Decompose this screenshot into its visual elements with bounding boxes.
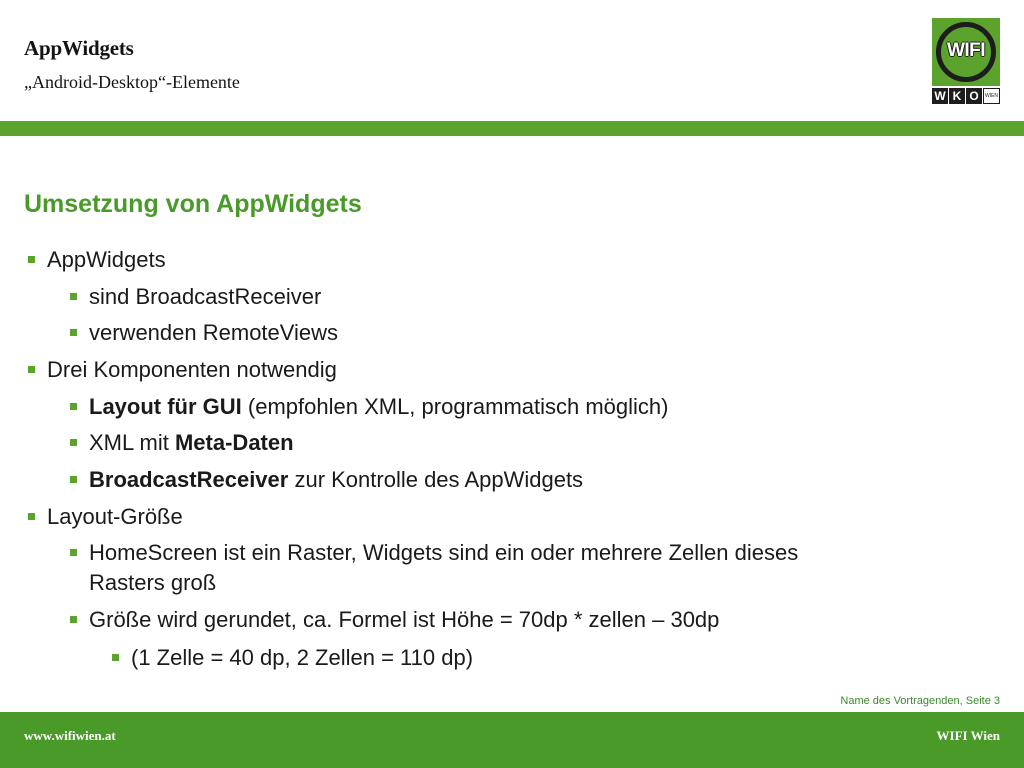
logo-letter-w: W <box>932 88 948 104</box>
bold-term: Meta-Daten <box>174 430 294 455</box>
wifi-wko-logo <box>932 18 1000 104</box>
bullet-square-icon <box>70 616 77 623</box>
bullet-square-icon <box>70 439 77 446</box>
footer-bar <box>0 712 1024 768</box>
bullet-square-icon <box>112 654 119 661</box>
bullet-square-icon <box>28 366 35 373</box>
bullet-text <box>89 465 583 495</box>
footer-brand: WIFI Wien <box>936 728 1000 743</box>
bullet-text-prefix: XML mit <box>89 430 175 455</box>
bullet-square-icon <box>70 403 77 410</box>
logo-green-box <box>932 18 1000 86</box>
logo-wien-tag: WIEN <box>983 88 1000 104</box>
bullet-square-icon <box>70 293 77 300</box>
bullet-text: AppWidgets <box>47 247 166 272</box>
bullet-text-line2: Rasters groß <box>89 570 217 595</box>
bullet-text <box>89 428 294 458</box>
footer-url-link[interactable]: www.wifiwien.at <box>24 728 116 743</box>
logo-wko-bar <box>932 88 1000 104</box>
bullet-text: Layout-Größe <box>47 504 183 529</box>
header-divider-band <box>0 121 1024 136</box>
bullet-text: (1 Zelle = 40 dp, 2 Zellen = 110 dp) <box>131 645 474 670</box>
bullet-text: verwenden RemoteViews <box>89 320 339 345</box>
bullet-square-icon <box>28 256 35 263</box>
slide-heading: Umsetzung von AppWidgets <box>24 190 362 218</box>
header-subtitle: „Android-Desktop“-Elemente <box>24 72 240 92</box>
bullet-text: sind BroadcastReceiver <box>89 284 322 309</box>
bullet-square-icon <box>70 329 77 336</box>
bullet-text <box>89 392 669 422</box>
bullet-square-icon <box>70 476 77 483</box>
logo-letter-k: K <box>949 88 965 104</box>
bullet-text: Größe wird gerundet, ca. Formel ist Höhe = 70dp * zellen – 30dp <box>89 607 720 632</box>
bold-term: Layout für GUI <box>89 394 242 419</box>
bullet-text-line1: HomeScreen ist ein Raster, Widgets sind ein oder mehrere Zellen dieses <box>89 540 799 565</box>
logo-letter-o: O <box>966 88 982 104</box>
bullet-text: Drei Komponenten notwendig <box>47 357 337 382</box>
bullet-square-icon <box>28 513 35 520</box>
header-title: AppWidgets <box>24 36 134 60</box>
logo-wordmark: WIFI <box>946 40 986 61</box>
speaker-page-label: Name des Vortragenden, Seite 3 <box>840 695 1000 707</box>
bullet-text-rest: zur Kontrolle des AppWidgets <box>288 467 584 492</box>
bullet-text-rest: (empfohlen XML, programmatisch möglich) <box>241 394 669 419</box>
bold-term: BroadcastReceiver <box>89 467 289 492</box>
bullet-square-icon <box>70 549 77 556</box>
